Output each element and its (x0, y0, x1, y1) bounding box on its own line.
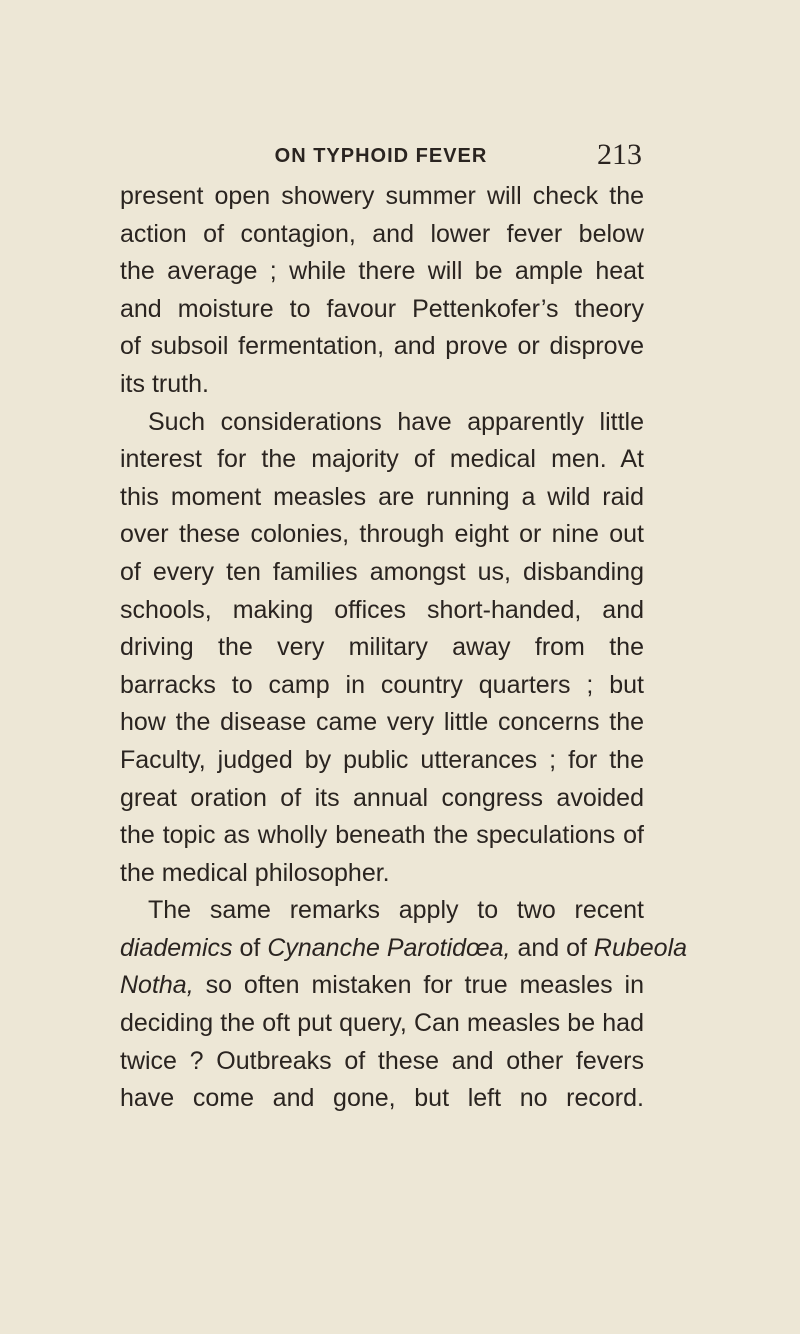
text-line: its truth. (120, 369, 209, 398)
text-line: twice ? Outbreaks of these and other fevers (120, 1046, 644, 1075)
text-line: have come and gone, but left no record. (120, 1084, 644, 1113)
text-line: interest for the majority of medical men. At (120, 445, 644, 474)
text-segment: so often mistaken for true measles in (193, 971, 644, 1000)
text-segment: of (232, 933, 268, 962)
text-line-mixed (120, 967, 644, 1005)
text-line: barracks to camp in country quarters ; but (120, 670, 644, 699)
text-line: how the disease came very little concerns the (120, 708, 644, 737)
text-line: action of contagion, and lower fever below (120, 219, 644, 248)
italic-term: diademics (120, 933, 233, 962)
page-number: 213 (597, 138, 642, 171)
text-line: the topic as wholly beneath the speculations of (120, 821, 644, 850)
body-text (120, 178, 688, 1118)
text-segment: and of (510, 933, 594, 962)
text-line: The same remarks apply to two recent (148, 896, 644, 925)
text-line: the medical philosopher. (120, 858, 390, 887)
text-line: Faculty, judged by public utterances ; for the (120, 745, 644, 774)
text-line: deciding the oft put query, Can measles be had (120, 1009, 644, 1038)
text-line-mixed (120, 930, 688, 968)
italic-term: Cynanche Parotidœa, (267, 933, 511, 962)
text-line: and moisture to favour Pettenkofer’s theory (120, 294, 644, 323)
text-line: this moment measles are running a wild raid (120, 482, 644, 511)
text-line: the average ; while there will be ample heat (120, 257, 644, 286)
text-line: driving the very military away from the (120, 633, 644, 662)
running-title: ON TYPHOID FEVER (274, 145, 488, 167)
text-line: great oration of its annual congress avoided (120, 783, 644, 812)
text-line: present open showery summer will check the (120, 182, 644, 210)
text-line: of subsoil fermentation, and prove or disprove (120, 332, 644, 361)
running-head (120, 138, 642, 176)
italic-term: Notha, (120, 971, 194, 1000)
italic-term: Rubeola (593, 933, 688, 962)
text-line: Such considerations have apparently little (148, 407, 644, 436)
text-line: schools, making offices short-handed, and (120, 595, 644, 624)
text-line: of every ten families amongst us, disbanding (120, 557, 644, 586)
text-line: over these colonies, through eight or nine out (120, 520, 644, 549)
